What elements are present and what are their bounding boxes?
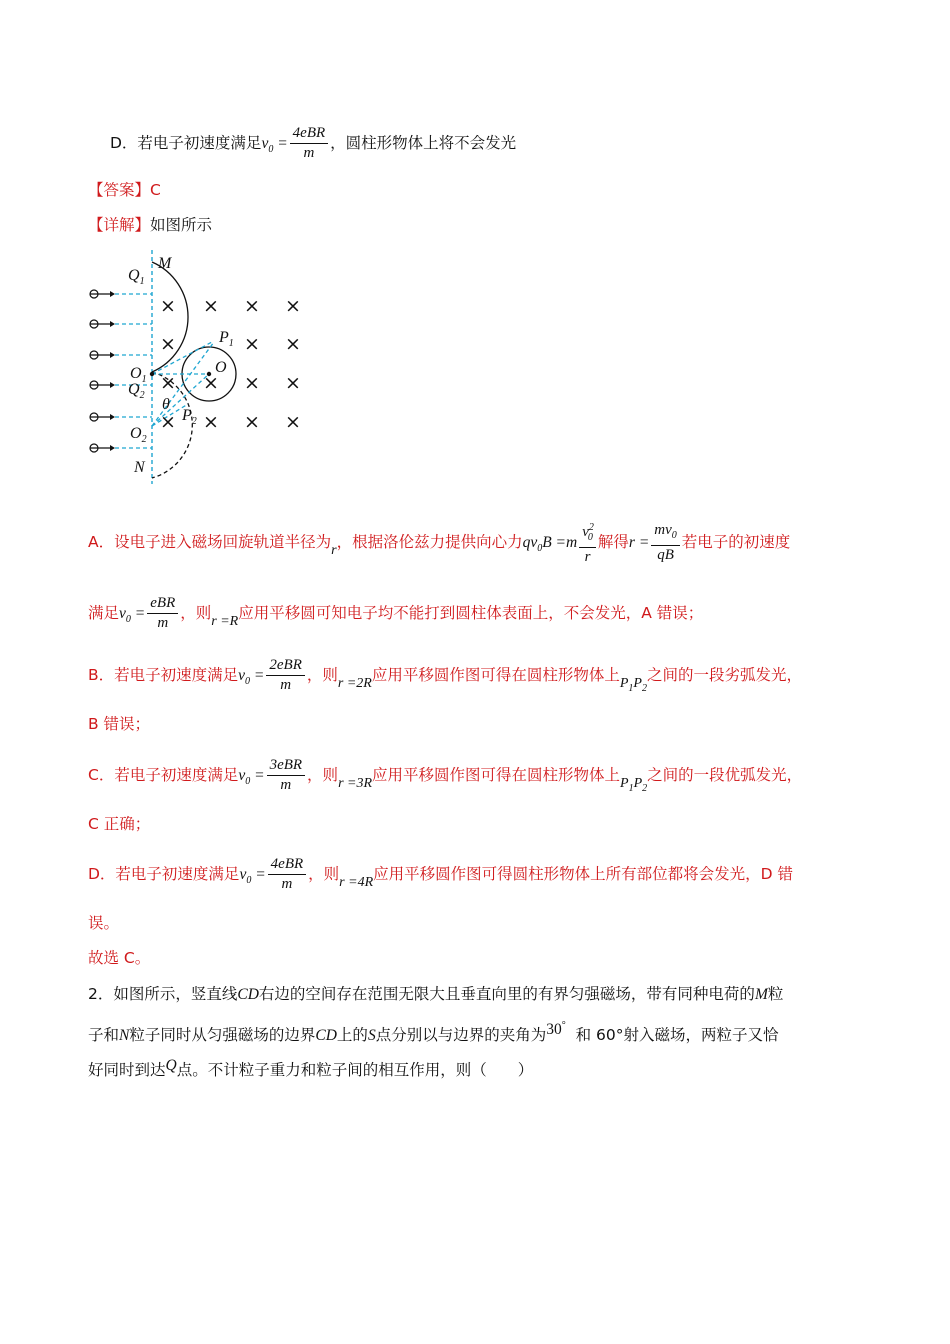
option-d-suffix: ，圆柱形物体上将不会发光 bbox=[330, 134, 517, 152]
question2-line2: 子和N粒子同时从匀强磁场的边界CD上的S点分别以与边界的夹角为30° 和 60°射入磁场，两粒子又恰 bbox=[88, 1020, 779, 1045]
fraction-4eBR-m: $\frac{\text{4eBR}}{m}$ bbox=[268, 855, 306, 894]
electron-ray bbox=[90, 320, 152, 328]
electron-ray bbox=[90, 413, 152, 421]
detail-text: 如图所示 bbox=[150, 216, 213, 234]
answer-value: C bbox=[150, 181, 161, 199]
electron-ray bbox=[90, 351, 152, 359]
upper-trajectory-arc bbox=[152, 262, 188, 372]
o1-dot bbox=[150, 372, 154, 376]
field-cross: × bbox=[244, 372, 260, 394]
explain-b-line1: B．若电子初速度满足$v_0$ = $\frac{\text{2eBR}}{m}$ ，则r =2R应用平移圆作图可得在圆柱形物体上$P_1P_2$之间的一段劣弧发光， bbox=[88, 657, 802, 694]
detail-line bbox=[88, 213, 212, 237]
answer-line bbox=[88, 178, 161, 202]
answer-label: 【答案】 bbox=[88, 181, 151, 199]
question2-line3: 好同时到达Q点。不计粒子重力和粒子间的相互作用，则（ ） bbox=[88, 1057, 534, 1079]
detail-label: 【详解】 bbox=[88, 216, 151, 234]
explain-d-line2: 误。 bbox=[88, 914, 120, 932]
field-cross: × bbox=[285, 333, 301, 355]
explain-c-line2: C 正确； bbox=[88, 815, 151, 833]
field-cross: × bbox=[160, 333, 176, 355]
label-O1: $O_1$ bbox=[130, 365, 147, 385]
label-N: N bbox=[134, 459, 145, 476]
electron-ray bbox=[90, 290, 152, 298]
explain-a-line1: A．设电子进入磁场回旋轨道半径为r，根据洛伦兹力提供向心力$qv_0B =m$ $\frac{v^2_0}{r}$ 解得r = $\frac{mv_0}{qB}$ 若电子的初速度 bbox=[88, 518, 790, 567]
label-O2: $O_2$ bbox=[130, 425, 147, 445]
field-cross: × bbox=[244, 333, 260, 355]
field-cross: × bbox=[203, 372, 219, 394]
conclusion: 故选 C。 bbox=[88, 949, 151, 967]
fraction-4eBR-m: $\frac{\text{4eBR}}{m}$ bbox=[290, 124, 328, 163]
label-P2: $P_2$ bbox=[182, 407, 197, 427]
fraction-eBR-m: $\frac{\text{eBR}}{m}$ bbox=[147, 594, 178, 633]
label-P1: $P_1$ bbox=[219, 329, 234, 349]
magnetic-field-diagram bbox=[84, 244, 314, 492]
fraction-v0sq-r: $\frac{v^2_0}{r}$ bbox=[579, 518, 596, 567]
label-Q1: $Q_1$ bbox=[128, 267, 145, 287]
explain-d-line1: D．若电子初速度满足$v_0$ = $\frac{\text{4eBR}}{m}$ ，则r =4R应用平移圆作图可得圆柱形物体上所有部位都将会发光，D 错 bbox=[88, 856, 793, 892]
field-cross: × bbox=[203, 295, 219, 317]
r-symbol: r bbox=[331, 543, 337, 558]
field-cross: × bbox=[160, 411, 176, 433]
label-theta: θ bbox=[162, 396, 170, 413]
label-Q2: $Q_2$ bbox=[128, 381, 145, 401]
field-cross: × bbox=[285, 295, 301, 317]
electron-rays bbox=[90, 290, 152, 452]
label-M: M bbox=[158, 255, 172, 272]
field-cross: × bbox=[203, 411, 219, 433]
label-O: O bbox=[215, 359, 227, 376]
v0-symbol: $v_0$ bbox=[261, 135, 274, 156]
explain-b-line2: B 错误； bbox=[88, 715, 151, 733]
question2-line1: 2．如图所示，竖直线CD右边的空间存在范围无限大且垂直向里的有界匀强磁场，带有同种电荷的M粒 bbox=[88, 985, 784, 1003]
option-d-text: D．若电子初速度满足 bbox=[110, 134, 262, 152]
fraction-2eBR-m: $\frac{\text{2eBR}}{m}$ bbox=[266, 656, 304, 695]
fraction-3eBR-m: $\frac{\text{3eBR}}{m}$ bbox=[267, 756, 305, 795]
field-cross: × bbox=[285, 411, 301, 433]
electron-ray bbox=[90, 444, 152, 452]
field-cross: × bbox=[160, 295, 176, 317]
option-d-question bbox=[110, 124, 516, 163]
field-cross: × bbox=[285, 372, 301, 394]
field-cross: × bbox=[244, 295, 260, 317]
fraction-mv0-qB: $\frac{mv_0}{qB}$ bbox=[651, 521, 680, 565]
explain-a-line2: 满足$v_0$ = $\frac{\text{eBR}}{m}$ ，则r =R应用平移圆可知电子均不能打到圆柱体表面上，不会发光，A 错误； bbox=[88, 595, 704, 631]
field-cross: × bbox=[160, 372, 176, 394]
equals: = bbox=[273, 135, 288, 152]
field-cross: × bbox=[244, 411, 260, 433]
explain-c-line1: C．若电子初速度满足$v_0$ = $\frac{\text{3eBR}}{m}$ ，则r =3R应用平移圆作图可得在圆柱形物体上$P_1P_2$之间的一段优弧发光， bbox=[88, 757, 803, 794]
